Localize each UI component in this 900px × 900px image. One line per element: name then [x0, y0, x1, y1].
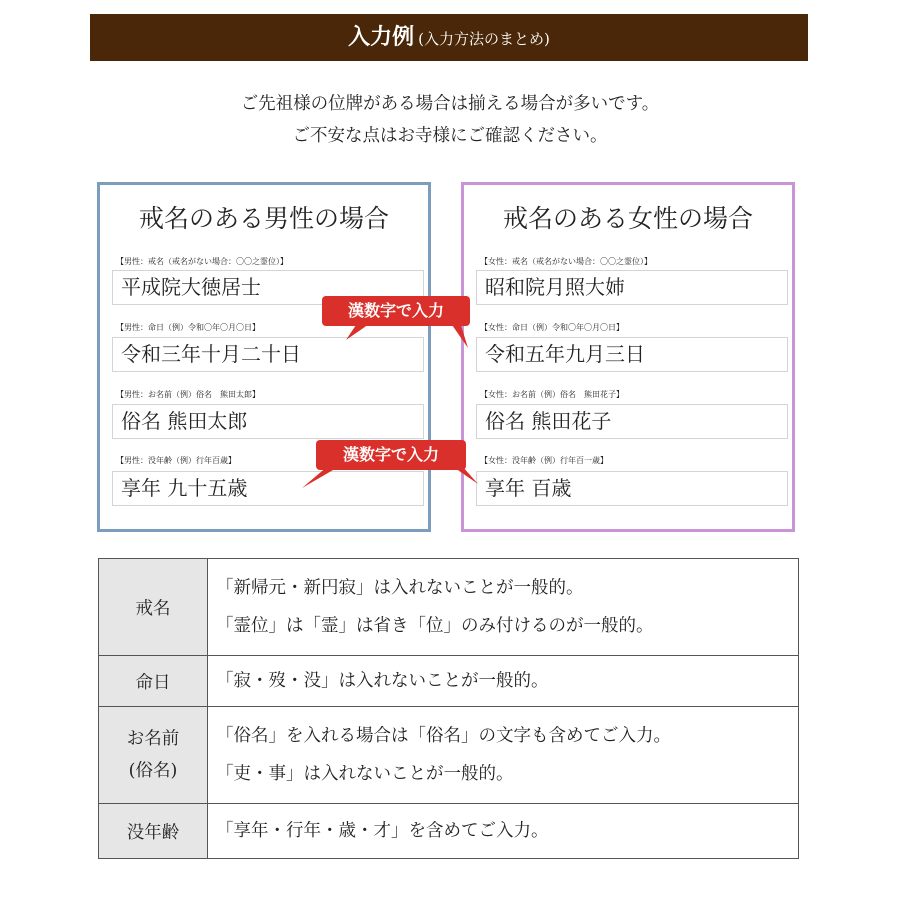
- notes-table: [98, 558, 799, 859]
- row-header-label: 戒名: [135, 598, 171, 619]
- kaimyo-input[interactable]: 平成院大徳居士: [112, 270, 424, 305]
- row-header: [99, 707, 208, 804]
- field-label: 【男性：没年齢（例）行年百歳】: [116, 456, 236, 465]
- male-example-card: [97, 182, 431, 532]
- field-label: 【男性：戒名（戒名がない場合：〇〇之霊位）】: [116, 257, 288, 266]
- banner-title: 入力例: [348, 24, 415, 50]
- field-label: 【女性：お名前（例）俗名 熊田花子】: [480, 390, 624, 399]
- meinichi-input[interactable]: 令和三年十月二十日: [112, 337, 424, 372]
- row-header-sublabel: (俗名): [128, 761, 178, 781]
- age-input[interactable]: 享年 百歳: [476, 471, 788, 506]
- row-header-label: 没年齢: [126, 822, 180, 843]
- table-row: [99, 656, 799, 707]
- table-row: [99, 707, 799, 804]
- field-label: 【女性：戒名（戒名がない場合：〇〇之霊位）】: [480, 257, 652, 266]
- row-header-label: 命日: [135, 672, 171, 693]
- kansuji-callout: 漢数字で入力: [316, 440, 466, 470]
- kansuji-callout: 漢数字で入力: [322, 296, 470, 326]
- row-header: [99, 656, 208, 707]
- meinichi-input[interactable]: 令和五年九月三日: [476, 337, 788, 372]
- row-header: [99, 559, 208, 656]
- intro-line: ご先祖様の位牌がある場合は揃える場合が多いです。: [240, 94, 660, 114]
- field-label: 【男性：お名前（例）俗名 熊田太郎】: [116, 390, 260, 399]
- name-input[interactable]: 俗名 熊田花子: [476, 404, 788, 439]
- table-row: [99, 559, 799, 656]
- note-line: 「享年・行年・歳・才」を含めてご入力。: [216, 821, 549, 841]
- female-example-card: [461, 182, 795, 532]
- intro-text: [0, 88, 900, 152]
- field-label: 【男性：命日（例）令和〇年〇月〇日】: [116, 323, 260, 332]
- note-line: 「吏・事」は入れないことが一般的。: [216, 764, 514, 784]
- name-input[interactable]: 俗名 熊田太郎: [112, 404, 424, 439]
- row-body: [208, 656, 799, 707]
- header-banner: [90, 14, 808, 61]
- table-row: [99, 804, 799, 859]
- note-line: 「寂・歿・没」は入れないことが一般的。: [216, 671, 549, 691]
- note-line: 「霊位」は「霊」は省き「位」のみ付けるのが一般的。: [216, 616, 654, 636]
- card-title: 戒名のある男性の場合: [138, 204, 389, 233]
- age-input[interactable]: 享年 九十五歳: [112, 471, 424, 506]
- row-header: [99, 804, 208, 859]
- field-label: 【女性：命日（例）令和〇年〇月〇日】: [480, 323, 624, 332]
- field-label: 【女性：没年齢（例）行年百一歳】: [480, 456, 608, 465]
- kaimyo-input[interactable]: 昭和院月照大姉: [476, 270, 788, 305]
- card-title: 戒名のある女性の場合: [502, 204, 753, 233]
- row-header-label: お名前: [126, 729, 180, 749]
- row-body: [208, 559, 799, 656]
- note-line: 「新帰元・新円寂」は入れないことが一般的。: [216, 578, 584, 598]
- row-body: [208, 804, 799, 859]
- banner-subtitle: (入力方法のまとめ): [418, 30, 550, 48]
- intro-line: ご不安な点はお寺様にご確認ください。: [292, 126, 608, 146]
- note-line: 「俗名」を入れる場合は「俗名」の文字も含めてご入力。: [216, 726, 671, 746]
- row-body: [208, 707, 799, 804]
